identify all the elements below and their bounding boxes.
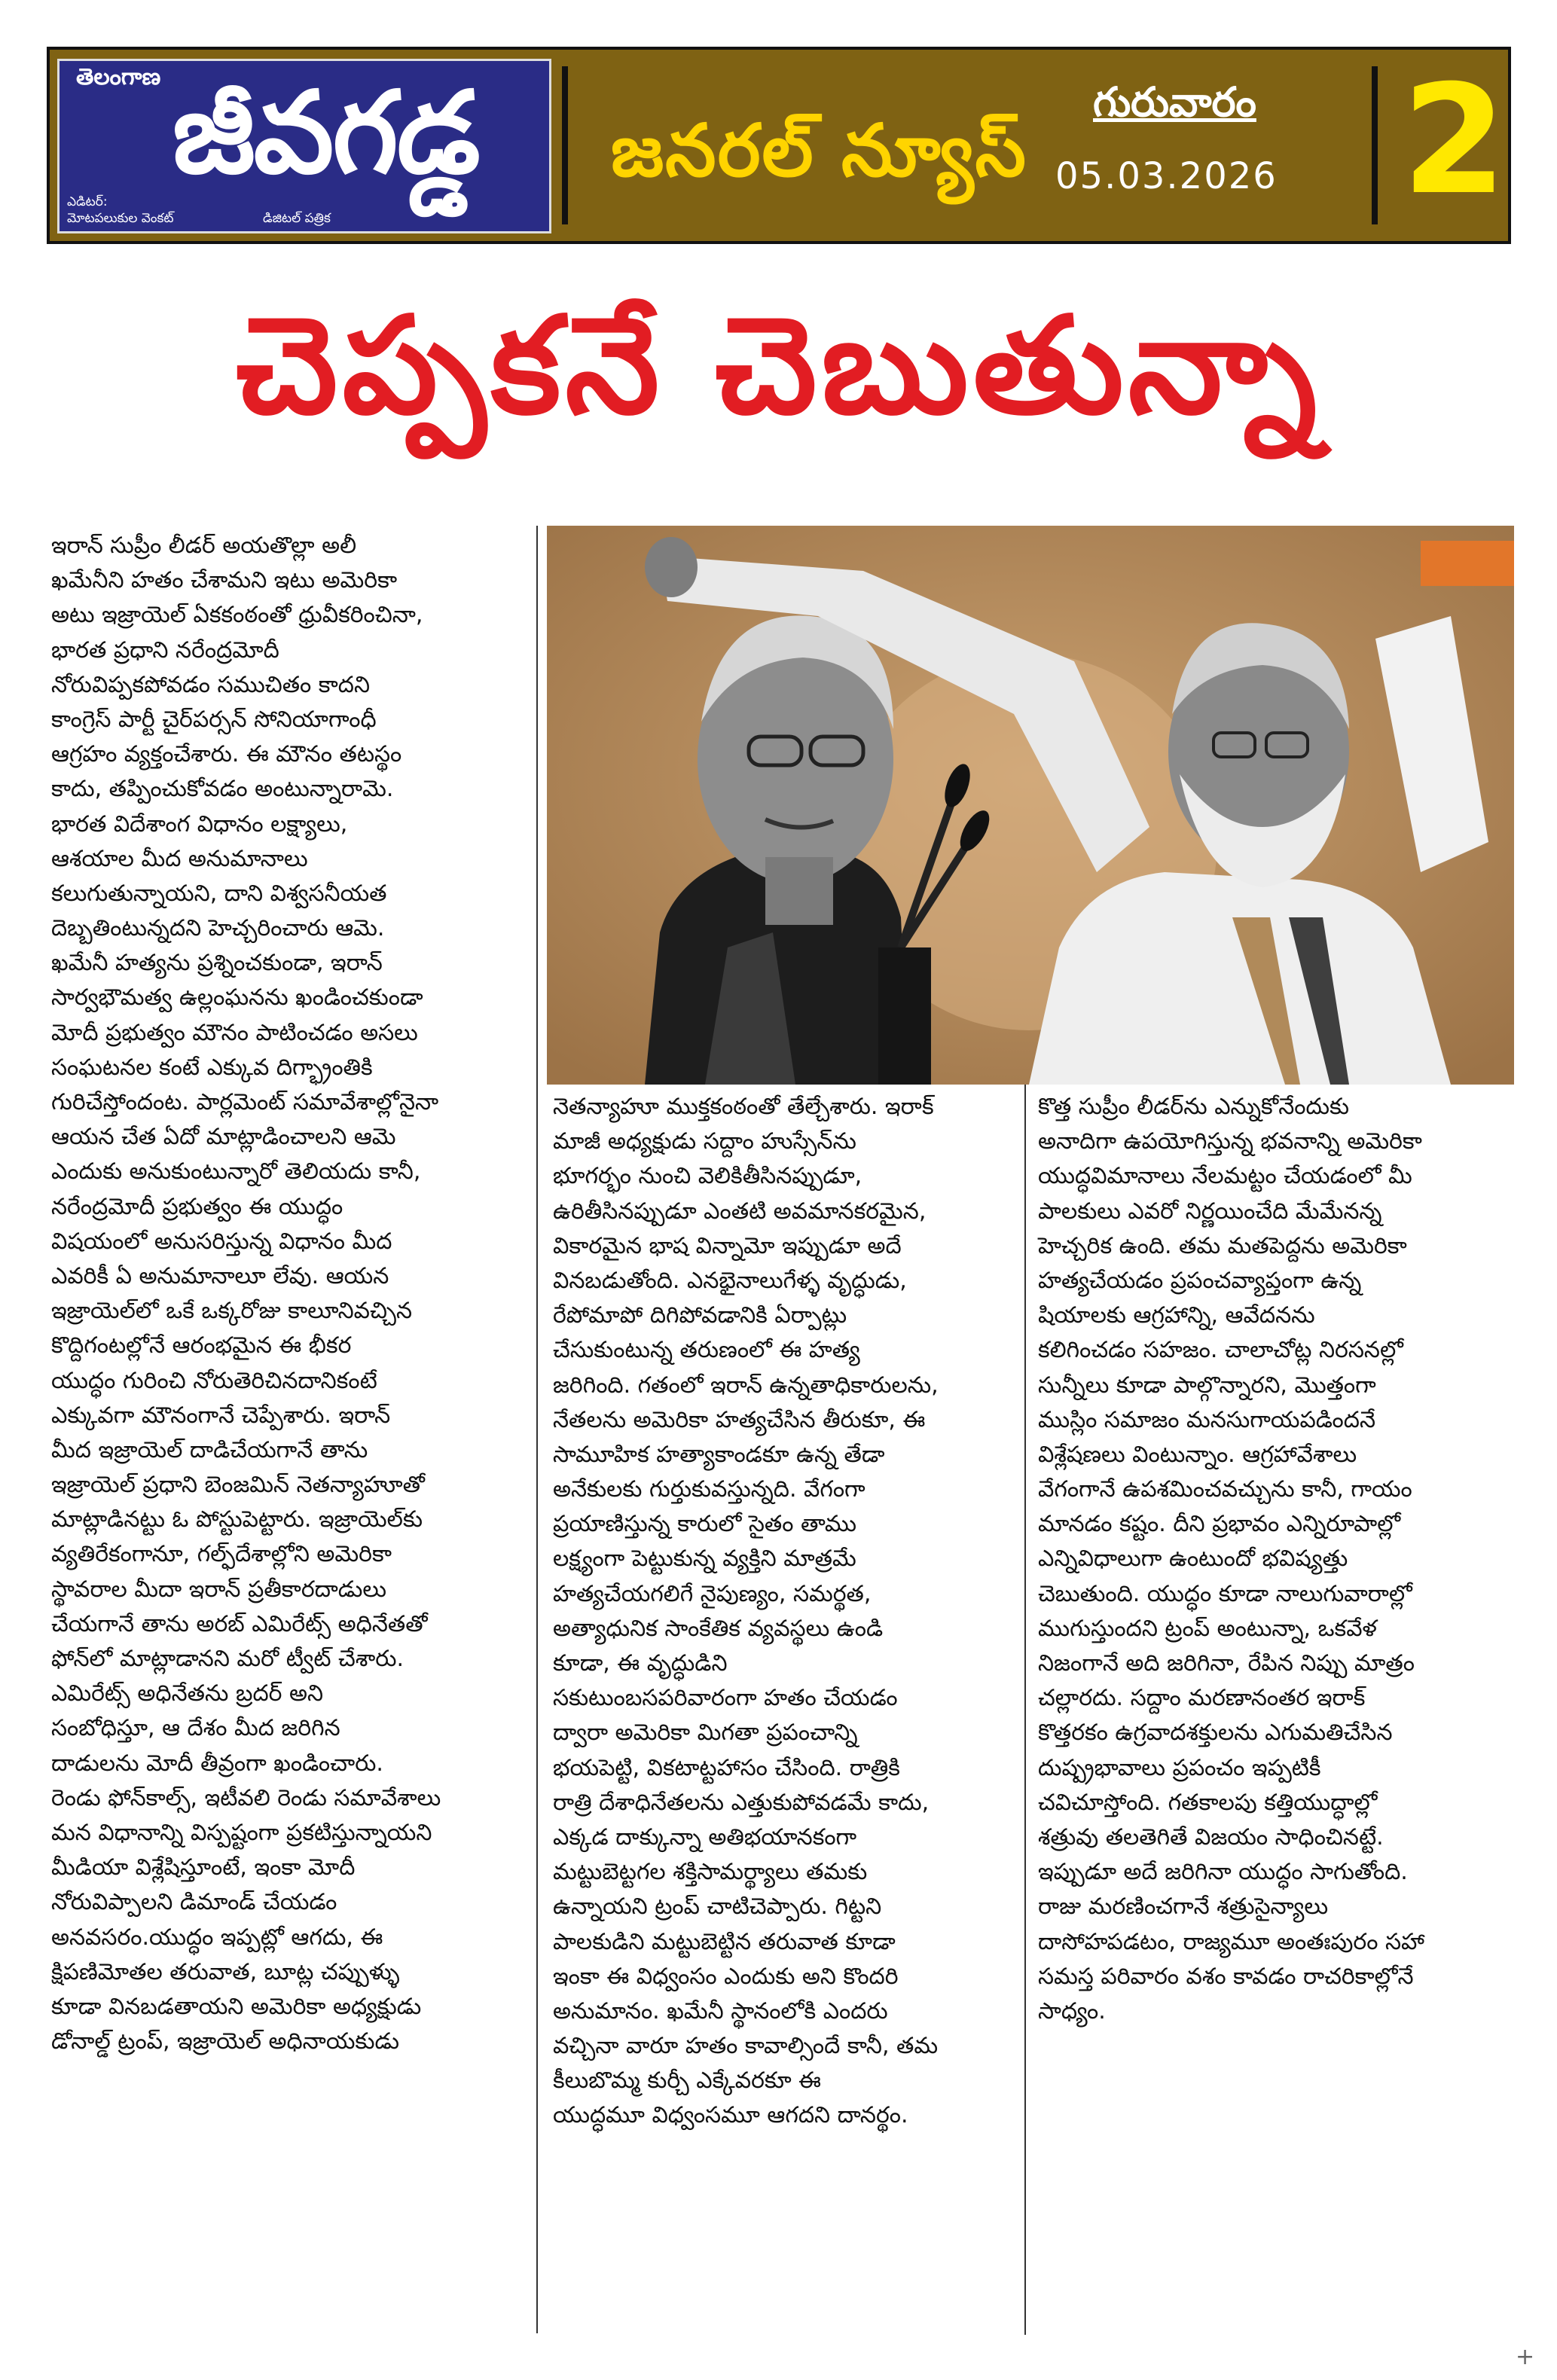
text-line: హెచ్చరిక ఉంది. తమ మతపెద్దను అమెరికా xyxy=(1038,1232,1407,1259)
newspaper-logo xyxy=(57,59,551,233)
text-line: చేయగానే తాను అరబ్ ఎమిరేట్స్ అధినేతతో xyxy=(51,1610,428,1637)
text-line: ఇజ్రాయెల్‌లో ఒకే ఒక్కరోజు కాలూనివచ్చిన xyxy=(51,1298,413,1325)
logo-name: జీవగడ్డ xyxy=(172,68,479,199)
text-line: దాడులను మోదీ తీవ్రంగా ఖండించారు. xyxy=(51,1750,383,1777)
text-line: ఖమేనీని హతం చేశామని ఇటు అమెరికా xyxy=(51,567,398,594)
text-line: మీద ఇజ్రాయెల్ దాడిచేయగానే తాను xyxy=(51,1436,368,1463)
paper-type: డిజిటల్ పత్రిక xyxy=(263,211,331,226)
text-line: రాత్రి దేశాధినేతలను ఎత్తుకుపోవడమే కాదు, xyxy=(553,1789,930,1816)
text-line: భూగర్భం నుంచి వెలికితీసినప్పుడూ, xyxy=(553,1163,862,1190)
text-line: సార్వభౌమత్వ ఉల్లంఘనను ఖండించకుండా xyxy=(51,984,423,1012)
text-line: సామూహిక హత్యాకాండకూ ఉన్న తేడా xyxy=(553,1441,885,1468)
logo-state-label: తెలంగాణ xyxy=(76,64,161,90)
text-line: కొత్త సుప్రీం లీడర్‌ను ఎన్నుకోనేందుకు xyxy=(1038,1094,1350,1120)
text-line: కీలుబొమ్మ కుర్చీ ఎక్కేవరకూ ఈ xyxy=(553,2067,821,2095)
text-line: చల్లారదు. సద్దాం మరణానంతర ఇరాక్ xyxy=(1038,1685,1366,1712)
text-line: దాసోహపడటం, రాజ్యమూ అంతఃపురం సహా xyxy=(1038,1928,1425,1955)
text-line: ద్వారా అమెరికా మిగతా ప్రపంచాన్ని xyxy=(553,1719,858,1747)
text-line: వికారమైన భాష విన్నామో ఇప్పుడూ అదే xyxy=(553,1232,902,1259)
text-line: ముస్లిం సమాజం మనసుగాయపడిందనే xyxy=(1038,1406,1376,1433)
text-line: జరిగింది. గతంలో ఇరాన్ ఉన్నతాధికారులను, xyxy=(553,1372,939,1399)
text-line: హత్యచేయగలిగే నైపుణ్యం, సమర్థత, xyxy=(553,1580,872,1607)
text-line: ఎక్కువగా మౌనంగానే చెప్పేశారు. ఇరాన్ xyxy=(51,1402,391,1429)
headline: చెప్పకనే చెబుతున్నా xyxy=(236,288,1321,444)
text-line: హత్యచేయడం ప్రపంచవ్యాప్తంగా ఉన్న xyxy=(1038,1267,1362,1294)
text-line: కలుగుతున్నాయని, దాని విశ్వసనీయత xyxy=(51,880,387,907)
text-line: వినబడుతోంది. ఎనభైనాలుగేళ్ళ వృద్ధుడు, xyxy=(553,1267,907,1294)
text-line: ప్రయాణిస్తున్న కారులో సైతం తాము xyxy=(553,1511,856,1538)
text-line: సంబోధిస్తూ, ఆ దేశం మీద జరిగిన xyxy=(51,1715,340,1742)
text-line: మాజీ అధ్యక్షుడు సద్దాం హుస్సేన్‌ను xyxy=(553,1128,856,1155)
divider xyxy=(1372,66,1378,224)
text-line: ఇప్పుడూ అదే జరిగినా యుద్ధం సాగుతోంది. xyxy=(1038,1859,1408,1886)
text-line: ఉరితీసినప్పుడూ ఎంతటి అవమానకరమైన, xyxy=(553,1198,927,1225)
text-line: ఆశయాల మీద అనుమానాలు xyxy=(51,845,308,872)
divider xyxy=(562,66,568,224)
text-line: భారత విదేశాంగ విధానం లక్ష్యాలు, xyxy=(51,810,348,838)
text-line: కూడా వినబడతాయని అమెరికా అధ్యక్షుడు xyxy=(51,1993,422,2020)
text-line: ఇంకా ఈ విధ్వంసం ఎందుకు అని కొందరి xyxy=(553,1963,899,1990)
text-line: ఎమిరేట్స్ అధినేతను బ్రదర్ అని xyxy=(51,1680,324,1707)
text-line: నోరువిప్పకపోవడం సముచితం కాదని xyxy=(51,671,371,698)
text-line: సాధ్యం. xyxy=(1038,1997,1106,2025)
column-rule xyxy=(1024,1085,1026,2335)
text-line: కూడా, ఈ వృద్ధుడిని xyxy=(553,1650,728,1677)
text-line: యుద్ధవిమానాలు నేలమట్టం చేయడంలో మీ xyxy=(1038,1163,1412,1190)
text-line: వ్యతిరేకంగానూ, గల్ఫ్‌దేశాల్లోని అమెరికా xyxy=(51,1541,392,1568)
text-line: కొత్తరకం ఉగ్రవాదశక్తులను ఎగుమతిచేసిన xyxy=(1038,1719,1393,1747)
text-line: రేపోమాపో దిగిపోవడానికి ఏర్పాట్లు xyxy=(553,1302,847,1329)
text-line: విశ్లేషణలు వింటున్నాం. ఆగ్రహావేశాలు xyxy=(1038,1441,1357,1468)
text-line: రాజు మరణించగానే శత్రుసైన్యాలు xyxy=(1038,1893,1329,1921)
masthead xyxy=(47,47,1511,244)
text-line: పాలకుడిని మట్టుబెట్టిన తరువాత కూడా xyxy=(553,1928,896,1955)
text-line: నెతన్యాహూ ముక్తకంఠంతో తేల్చేశారు. ఇరాక్ xyxy=(553,1094,934,1120)
text-line: షియాలకు ఆగ్రహాన్ని, ఆవేదనను xyxy=(1038,1302,1315,1329)
text-line: వచ్చినా వారూ హతం కావాల్సిందే కానీ, తమ xyxy=(553,2033,939,2060)
text-line: అటు ఇజ్రాయెల్ ఏకకంఠంతో ధ్రువీకరించినా, xyxy=(51,602,423,629)
page-number: 2 xyxy=(1402,53,1507,228)
text-line: భయపెట్టి, వికటాట్టహాసం చేసింది. రాత్రికి xyxy=(553,1754,900,1781)
column-rule xyxy=(536,526,538,2333)
text-line: సమస్త పరివారం వశం కావడం రాచరికాల్లోనే xyxy=(1038,1963,1414,1990)
text-line: శత్రువు తలతెగితే విజయం సాధించినట్టే. xyxy=(1038,1823,1384,1851)
text-line: అనాదిగా ఉపయోగిస్తున్న భవనాన్ని అమెరికా xyxy=(1038,1128,1422,1155)
text-line: దుష్ప్రభావాలు ప్రపంచం ఇప్పటికీ xyxy=(1038,1754,1321,1781)
logo-footer xyxy=(67,194,331,227)
text-line: మీడియా విశ్లేషిస్తూంటే, ఇంకా మోదీ xyxy=(51,1854,356,1881)
text-line: అత్యాధునిక సాంకేతిక వ్యవస్థలు ఉండి xyxy=(553,1615,884,1642)
text-line: ఎక్కడ దాక్కున్నా అతిభయానకంగా xyxy=(553,1823,857,1851)
photo-illustration xyxy=(547,526,1514,1085)
text-line: చేసుకుంటున్న తరుణంలో ఈ హత్య xyxy=(553,1337,860,1364)
text-line: చవిచూస్తోంది. గతకాలపు కత్తియుద్ధాల్లో xyxy=(1038,1789,1378,1816)
date-label: 05.03.2026 xyxy=(1055,155,1278,197)
section-title: జనరల్ న్యూస్ xyxy=(611,108,1027,193)
text-line: ఫోన్‌లో మాట్లాడానని మరో ట్వీట్ చేశారు. xyxy=(51,1646,405,1672)
editor-label: ఎడిటర్: xyxy=(67,194,108,209)
article-photo xyxy=(547,526,1514,1085)
text-line: స్థావరాల మీదా ఇరాన్ ప్రతీకారదాడులు xyxy=(51,1576,387,1603)
text-line: ఇజ్రాయెల్ ప్రధాని బెంజమిన్ నెతన్యాహూతో xyxy=(51,1472,425,1499)
text-line: మోదీ ప్రభుత్వం మౌనం పాటించడం అసలు xyxy=(51,1019,418,1046)
text-line: యుద్ధం గురించి నోరుతెరిచినదానికంటే xyxy=(51,1367,377,1394)
text-line: సకుటుంబసపరివారంగా హతం చేయడం xyxy=(553,1685,898,1712)
article-column-3 xyxy=(1038,1090,1511,2029)
text-line: కొద్దిగంటల్లోనే ఆరంభమైన ఈ భీకర xyxy=(51,1332,352,1359)
text-line: రెండు ఫోన్‌కాల్స్, ఇటీవలి రెండు సమావేశాలు xyxy=(51,1784,441,1811)
text-line: క్షిపణిమోతల తరువాత, బూట్ల చప్పుళ్ళు xyxy=(51,1958,400,1985)
text-line: సున్నీలు కూడా పాల్గొన్నారని, మొత్తంగా xyxy=(1038,1372,1376,1399)
text-line: ఎవరికీ ఏ అనుమానాలూ లేవు. ఆయన xyxy=(51,1262,389,1289)
text-line: అనవసరం.యుద్ధం ఇప్పట్లో ఆగదు, ఈ xyxy=(51,1924,383,1951)
page-corner-mark: + xyxy=(1516,2344,1535,2370)
text-line: ఆయన చేత ఏదో మాట్లాడించాలని ఆమె xyxy=(51,1124,396,1151)
text-line: ఖమేనీ హత్యను ప్రశ్నించకుండా, ఇరాన్ xyxy=(51,950,383,977)
text-line: ఆగ్రహం వ్యక్తంచేశారు. ఈ మౌనం తటస్థం xyxy=(51,741,402,768)
text-line: ముగుస్తుందని ట్రంప్ అంటున్నా, ఒకవేళ xyxy=(1038,1615,1377,1642)
text-line: కాంగ్రెస్ పార్టీ చైర్‌పర్సన్ సోనియాగాంధీ xyxy=(51,706,377,733)
text-line: గురిచేస్తోందంట. పార్లమెంట్ సమావేశాల్లోనైనా xyxy=(51,1089,439,1115)
text-line: నిజంగానే అది జరిగినా, రేపిన నిప్పు మాత్రం xyxy=(1038,1650,1415,1677)
text-line: ఎందుకు అనుకుంటున్నారో తెలియదు కానీ, xyxy=(51,1158,421,1185)
text-line: అనుమానం. ఖమేనీ స్థానంలోకి ఎందరు xyxy=(553,1997,888,2025)
text-line: ఉన్నాయని ట్రంప్ చాటిచెప్పారు. గిట్టని xyxy=(553,1893,882,1921)
text-line: చెబుతుంది. యుద్ధం కూడా నాలుగువారాల్లో xyxy=(1038,1580,1412,1607)
text-line: నోరువిప్పాలని డిమాండ్ చేయడం xyxy=(51,1889,337,1916)
text-line: మాట్లాడినట్టు ఓ పోస్టుపెట్టారు. ఇజ్రాయెల్‌కు xyxy=(51,1506,423,1533)
text-line: దెబ్బతింటున్నదని హెచ్చరించారు ఆమె. xyxy=(51,915,385,942)
text-line: ఇరాన్ సుప్రీం లీడర్ అయతొల్లా అలీ xyxy=(51,532,357,559)
text-line: నరేంద్రమోదీ ప్రభుత్వం ఈ యుద్ధం xyxy=(51,1193,343,1220)
text-line: విషయంలో అనుసరిస్తున్న విధానం మీద xyxy=(51,1228,392,1255)
text-line: యుద్ధమూ విధ్వంసమూ ఆగదని దానర్థం. xyxy=(553,2102,908,2129)
text-line: మట్టుబెట్టగల శక్తిసామర్థ్యాలు తమకు xyxy=(553,1859,868,1886)
day-label: గురువారం xyxy=(1093,78,1256,126)
text-line: మన విధానాన్ని విస్పష్టంగా ప్రకటిస్తున్నాయని xyxy=(51,1819,432,1846)
text-line: వేగంగానే ఉపశమించవచ్చును కానీ, గాయం xyxy=(1038,1476,1412,1503)
text-line: పాలకులు ఎవరో నిర్ణయించేది మేమేనన్న xyxy=(1038,1198,1382,1225)
text-line: అనేకులకు గుర్తుకువస్తున్నది. వేగంగా xyxy=(553,1476,866,1503)
text-line: ఎన్నివిధాలుగా ఉంటుందో భవిష్యత్తు xyxy=(1038,1545,1348,1573)
text-line: నేతలను అమెరికా హత్యచేసిన తీరుకూ, ఈ xyxy=(553,1406,926,1433)
text-line: సంఘటనల కంటే ఎక్కువ దిగ్భ్రాంతికి xyxy=(51,1054,373,1081)
article-column-1 xyxy=(51,529,526,2059)
text-line: భారత ప్రధాని నరేంద్రమోదీ xyxy=(51,636,279,664)
text-line: లక్ష్యంగా పెట్టుకున్న వ్యక్తిని మాత్రమే xyxy=(553,1545,856,1573)
text-line: కలిగించడం సహజం. చాలాచోట్ల నిరసనల్లో xyxy=(1038,1337,1403,1364)
text-line: డోనాల్డ్ ట్రంప్, ఇజ్రాయెల్ అధినాయకుడు xyxy=(51,2028,400,2055)
text-line: కాదు, తప్పించుకోవడం అంటున్నారామె. xyxy=(51,776,394,803)
editor-name: మోటపలుకుల వెంకట్ xyxy=(67,211,174,226)
article-column-2 xyxy=(553,1090,1016,2134)
text-line: మానడం కష్టం. దీని ప్రభావం ఎన్నిరూపాల్లో xyxy=(1038,1511,1401,1538)
